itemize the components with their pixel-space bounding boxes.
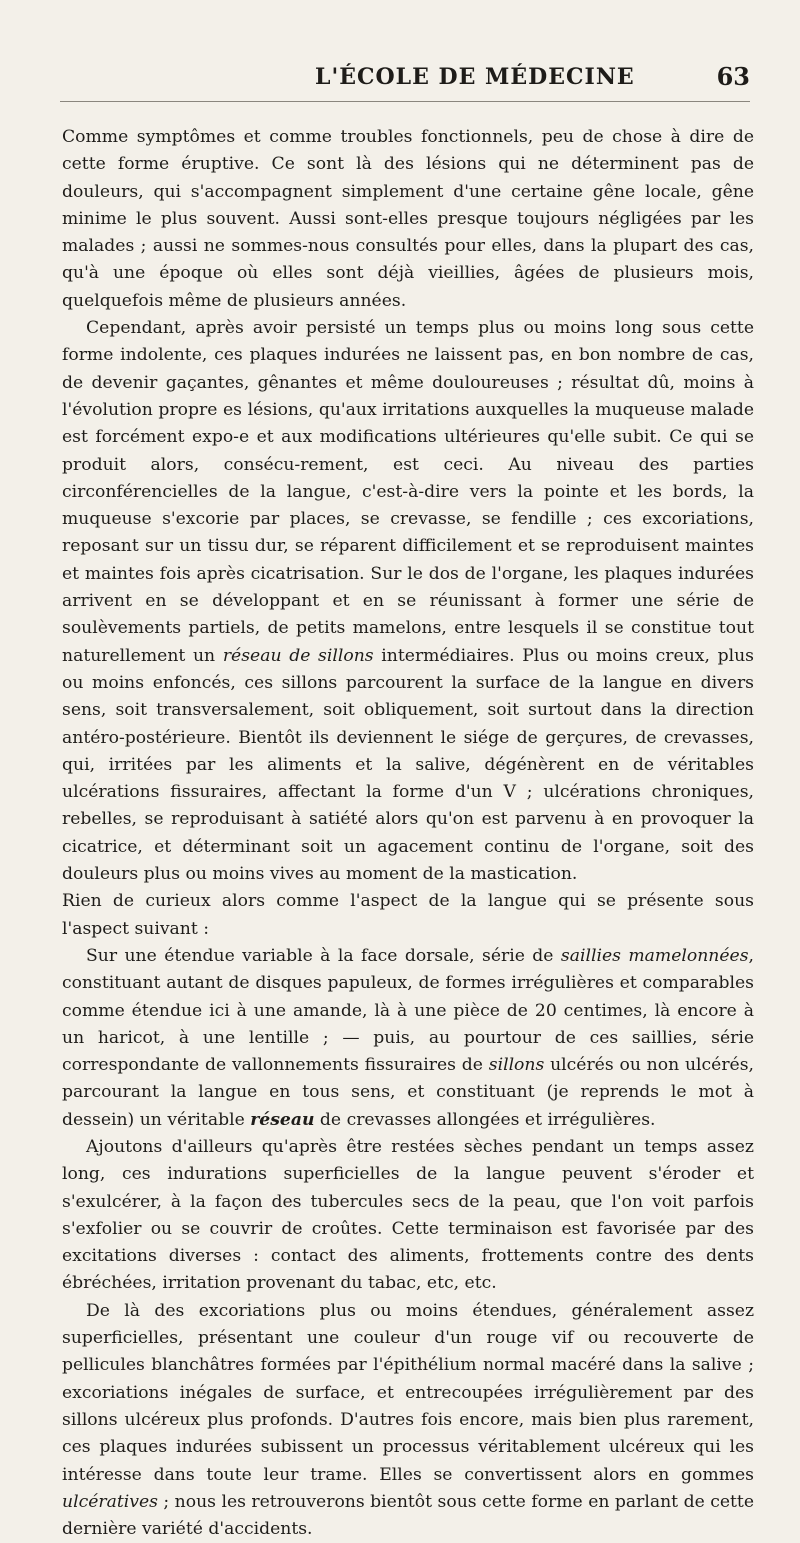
paragraph-aspect: Rien de curieux alors comme l'aspect de la langue qui se présente sous l'aspect suivant : [62, 891, 754, 939]
emphasis-saillies-mamelonnees: saillies mamelonnées [560, 945, 749, 966]
page-header [60, 56, 750, 96]
paragraph-erosion: Ajoutons d'ailleurs qu'après être restées sèches pendant un temps assez long, ces indurations superficielles de la langue peuvent s'éroder et s'exulcérer, à la façon des tubercules secs de la peau, que l'on voit parfois s'exfolier ou se couvrir de croûtes. Cette terminaison est favorisée par des excitations diverses : contact des aliments, frottements contre des dents ébréchées, irritation provenant du tabac, etc, etc. [62, 1136, 754, 1294]
page-number: 63 [716, 62, 750, 91]
emphasis-reseau: réseau [250, 1109, 315, 1130]
paragraph-excoriations: De là des excoriations plus ou moins étendues, généralement assez superficielles, présentant une couleur d'un rouge vif ou recouverte de pellicules blanchâtres formées par l'épithélium normal macéré dans la salive ; excoriations inégales de surface, et entrecoupées irrégulièrement par des sillons ulcéreux plus profonds. D'autres fois encore, mais bien plus rarement, ces plaques indurées subissent un processus véritablement ulcéreux qui les intéresse dans toute leur trame. Elles se convertissent alors en gommes ulcératives ; nous les retrouverons bientôt sous cette forme en parlant de cette dernière variété d'accidents. [62, 1300, 754, 1540]
running-head: L'ÉCOLE DE MÉDECINE [315, 64, 635, 90]
header-rule [60, 101, 750, 102]
emphasis-ulceratives: ulcératives [62, 1491, 158, 1512]
body-text [62, 124, 754, 1543]
paragraph-evolution: Cependant, après avoir persisté un temps plus ou moins long sous cette forme indolente, ces plaques indurées ne laissent pas, en bon nombre de cas, de devenir gaçantes, gênantes et même douloureuses ; résultat dû, moins à l'évolution propre es lésions, qu'aux irritations auxquelles la muqueuse malade est forcément expo-e et aux modifications ultérieures qu'elle subit. Ce qui se produit alors, consécu-rement, est ceci. Au niveau des parties circonférencielles de la langue, c'est-à-dire vers la pointe et les bords, la muqueuse s'excorie par places, se crevasse, se fendille ; ces excoriations, reposant sur un tissu dur, se réparent difficilement et se reproduisent maintes et maintes fois après cicatrisation. Sur le dos de l'organe, les plaques indurées arrivent en se développant et en se réunissant à former une série de soulèvements partiels, de petits mamelons, entre lesquels il se constitue tout naturellement un réseau de sillons intermédiaires. Plus ou moins creux, plus ou moins enfoncés, ces sillons parcourent la surface de la langue en divers sens, soit transversalement, soit obliquement, soit surtout dans la direction antéro-postérieure. Bientôt ils deviennent le siége de gerçures, de crevasses, qui, irritées par les aliments et la salive, dégénèrent en de véritables ulcérations fissuraires, affectant la forme d'un V ; ulcérations chroniques, rebelles, se reproduisant à satiété alors qu'on est parvenu à en provoquer la cicatrice, et déterminant soit un agacement continu de l'organe, soit des douleurs plus ou moins vives au moment de la mastication. [62, 318, 754, 885]
paragraph-symptoms: Comme symptômes et comme troubles fonctionnels, peu de chose à dire de cette forme éruptive. Ce sont là des lésions qui ne déterminent pas de douleurs, qui s'accompagnent simplement d'une certaine gêne locale, gêne minime le plus souvent. Aussi sont-elles presque toujours négligées par les malades ; aussi ne sommes-nous consultés pour elles, dans la plupart des cas, qu'à une époque où elles sont déjà vieillies, âgées de plusieurs mois, quelquefois même de plusieurs années. [62, 127, 754, 311]
paragraph-description: Sur une étendue variable à la face dorsale, série de saillies mamelonnées, constituant autant de disques papuleux, de formes irrégulières et comparables comme étendue ici à une amande, là à une pièce de 20 centimes, là encore à un haricot, à une lentille ; — puis, au pourtour de ces saillies, série correspondante de vallonnements fissuraires de sillons ulcérés ou non ulcérés, parcourant la langue en tous sens, et constituant (je reprends le mot à dessein) un véritable réseau de crevasses allongées et irrégulières. [62, 945, 754, 1130]
emphasis-reseau-de-sillons: réseau de sillons [222, 645, 374, 666]
emphasis-sillons: sillons [488, 1055, 545, 1076]
